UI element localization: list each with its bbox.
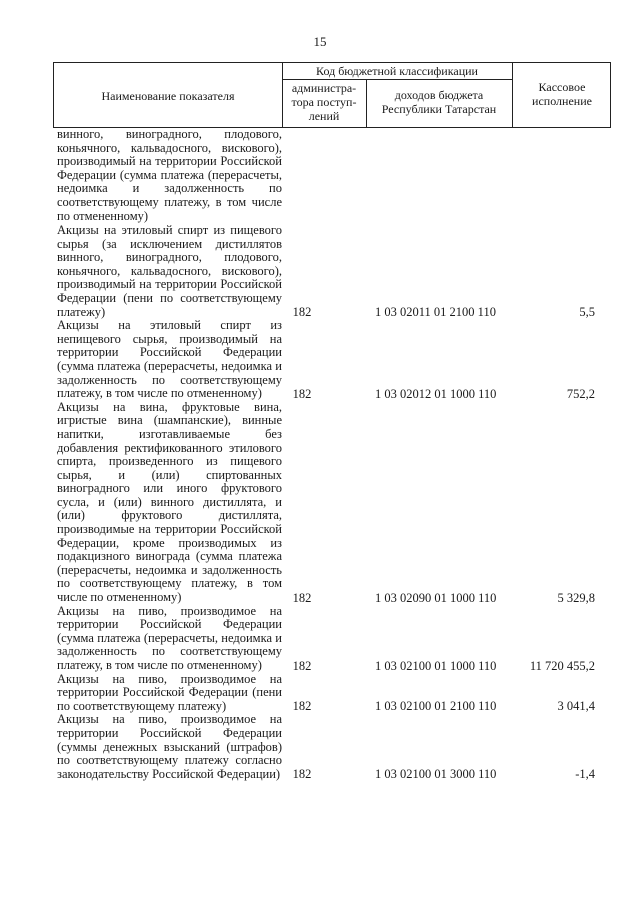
row-indicator-name: Акцизы на пиво, производимое на территории Российской Федерации (сумма платежа (перерасчеты, недоимка и задолженность по соответствующему платежу, в том числе по отмененному)	[57, 603, 282, 672]
table-row	[57, 128, 617, 224]
row-income-code: 1 03 02100 01 1000 110	[375, 658, 497, 673]
row-income-code: 1 03 02011 01 2100 110	[375, 305, 496, 320]
row-income-code: 1 03 02090 01 1000 110	[375, 590, 497, 605]
table-row	[57, 224, 617, 319]
table-row	[57, 401, 617, 605]
row-indicator-name: винного, виноградного, плодового, коньячного, кальвадосного, вискового), производимый на территории Российской Федерации (сумма платежа (перерасчеты, недоимка и задолженность по соответствующему платежу, в том числе по отмененному)	[57, 127, 282, 223]
row-indicator-name: Акцизы на пиво, производимое на территории Российской Федерации (суммы денежных взысканий (штрафов) по соответствующему платежу согласно законодательству Российской Федерации)	[57, 712, 282, 781]
row-indicator-name: Акцизы на вина, фруктовые вина, игристые вина (шампанские), винные напитки, изготавливаемые без добавления ректификованного этилового спирта, произведенного из пищевого сырья, и (или) спиртованных виноградного или иного фруктового сусла, и (или) винного дистиллята, и (или) фруктового дистиллята, производимые на территории Российской Федерации, кроме производимых из подакцизного винограда (сумма платежа (перерасчеты, недоимка и задолженность по соответствующему платежу, в том числе по отмененному)	[57, 399, 282, 605]
row-admin-code: 182	[292, 386, 312, 401]
table-header	[53, 62, 611, 128]
row-admin-code: 182	[292, 767, 312, 782]
row-income-code: 1 03 02100 01 3000 110	[375, 767, 497, 782]
row-admin-code: 182	[292, 590, 312, 605]
row-admin-code: 182	[292, 658, 312, 673]
table-row	[57, 673, 617, 714]
row-indicator-name: Акцизы на пиво, производимое на территории Российской Федерации (пени по соответствующему платежу)	[57, 671, 282, 713]
page-number: 15	[313, 34, 327, 49]
row-cash-value: 11 720 455,2	[529, 658, 595, 673]
table-row	[57, 713, 617, 781]
row-indicator-name: Акцизы на этиловый спирт из пищевого сырья (за исключением дистиллятов винного, виноградного, плодового, коньячного, кальвадосного, вискового), производимый на территории Российской Федерации (пени по соответствующему платежу)	[57, 223, 282, 319]
header-cash-execution: Кассовое исполнение	[532, 80, 592, 108]
header-income-code: доходов бюджета Республики Татарстан	[381, 88, 497, 116]
header-administrator: администра-тора поступ-лений	[291, 81, 357, 123]
header-indicator-name: Наименование показателя	[101, 89, 235, 103]
row-income-code: 1 03 02012 01 1000 110	[375, 386, 497, 401]
table-row	[57, 605, 617, 673]
row-indicator-name: Акцизы на этиловый спирт из непищевого сырья, производимый на территории Российской Федерации (сумма платежа (перерасчеты, недоимка и задолженность по соответствующему платежу, в том числе по отмененному)	[57, 318, 282, 401]
row-cash-value: 752,2	[566, 386, 595, 401]
header-budget-classification: Код бюджетной классификации	[316, 64, 478, 78]
row-admin-code: 182	[292, 305, 312, 320]
row-admin-code: 182	[292, 699, 312, 714]
row-cash-value: 3 041,4	[557, 699, 595, 714]
header-divider	[282, 79, 512, 80]
table-row	[57, 319, 617, 401]
row-income-code: 1 03 02100 01 2100 110	[375, 699, 497, 714]
row-cash-value: 5 329,8	[557, 590, 595, 605]
table-body	[57, 128, 617, 781]
row-cash-value: 5,5	[579, 305, 595, 320]
row-cash-value: -1,4	[575, 767, 595, 782]
